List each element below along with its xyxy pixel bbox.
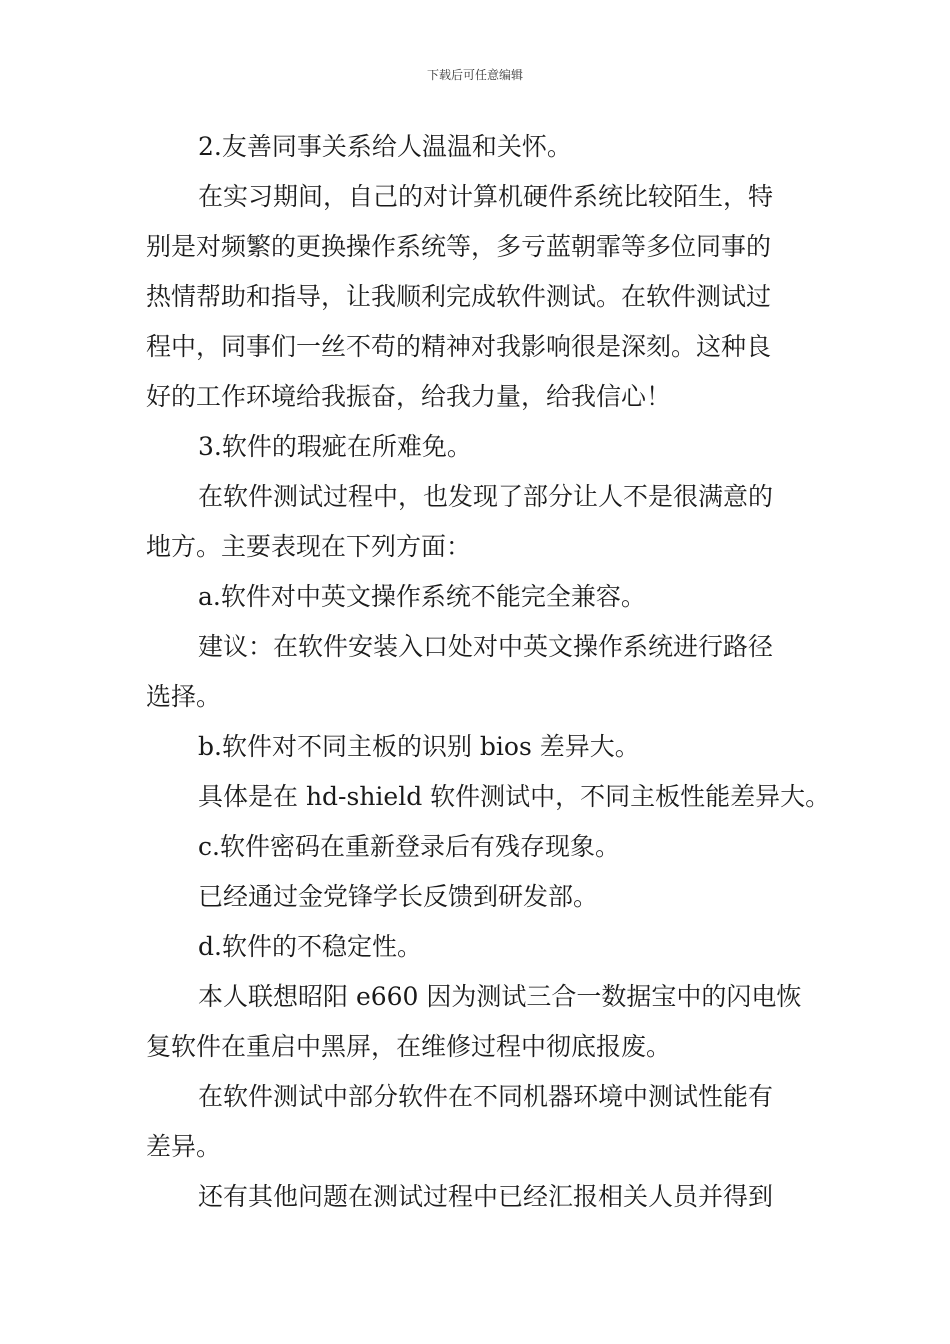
paragraph-line: 别是对频繁的更换操作系统等，多亏蓝朝霏等多位同事的 xyxy=(146,232,772,261)
paragraph-line: 在软件测试中部分软件在不同机器环境中测试性能有 xyxy=(198,1082,774,1111)
paragraph-line: 程中，同事们一丝不苟的精神对我影响很是深刻。这种良 xyxy=(146,332,772,361)
paragraph-line: 还有其他问题在测试过程中已经汇报相关人员并得到 xyxy=(198,1182,774,1211)
paragraph-line: 已经通过金党锋学长反馈到研发部。 xyxy=(198,882,599,911)
paragraph-line: 在实习期间，自己的对计算机硬件系统比较陌生，特 xyxy=(198,182,774,211)
paragraph-line: b.软件对不同主板的识别 bios 差异大。 xyxy=(198,732,640,761)
document-body xyxy=(146,122,831,1222)
paragraph-line: 具体是在 hd-shield 软件测试中，不同主板性能差异大。 xyxy=(198,782,831,811)
paragraph-line: 3.软件的瑕疵在所难免。 xyxy=(198,432,472,461)
paragraph-line: 选择。 xyxy=(146,682,222,711)
paragraph-line: 2.友善同事关系给人温温和关怀。 xyxy=(198,132,572,161)
page-header: 下载后可任意编辑 xyxy=(426,68,523,82)
paragraph-line: 复软件在重启中黑屏，在维修过程中彻底报废。 xyxy=(146,1032,672,1061)
paragraph-line: 好的工作环境给我振奋，给我力量，给我信心！ xyxy=(146,382,672,411)
paragraph-line: c.软件密码在重新登录后有残存现象。 xyxy=(198,832,620,861)
paragraph-line: a.软件对中英文操作系统不能完全兼容。 xyxy=(198,582,646,611)
paragraph-line: 建议：在软件安装入口处对中英文操作系统进行路径 xyxy=(198,632,774,661)
paragraph-line: 热情帮助和指导，让我顺利完成软件测试。在软件测试过 xyxy=(146,282,772,311)
paragraph-line: d.软件的不稳定性。 xyxy=(198,932,422,961)
paragraph-line: 本人联想昭阳 e660 因为测试三合一数据宝中的闪电恢 xyxy=(198,982,802,1011)
paragraph-line: 在软件测试过程中，也发现了部分让人不是很满意的 xyxy=(198,482,774,511)
paragraph-line: 地方。主要表现在下列方面： xyxy=(146,532,472,561)
paragraph-line: 差异。 xyxy=(146,1132,222,1161)
